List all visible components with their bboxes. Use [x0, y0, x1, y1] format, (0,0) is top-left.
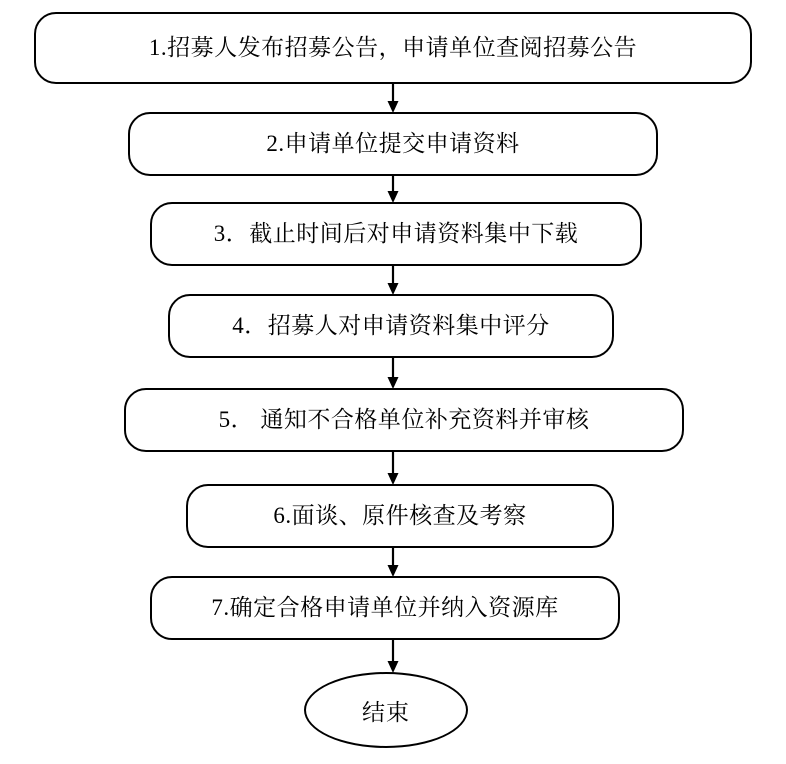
flow-node-step5[interactable] [124, 388, 684, 452]
connector-step7-end [386, 640, 400, 674]
flow-node-step6[interactable] [186, 484, 614, 548]
flow-node-step2[interactable] [128, 112, 658, 176]
flow-node-label: 5． 通知不合格单位补充资料并审核 [218, 407, 590, 433]
flow-node-label: 7.确定合格申请单位并纳入资源库 [211, 595, 559, 621]
connector-step3-step4 [386, 266, 400, 296]
flow-node-step7[interactable] [150, 576, 620, 640]
connector-step4-step5 [386, 358, 400, 390]
flow-node-end[interactable] [304, 672, 468, 748]
flow-node-label: 1.招募人发布招募公告，申请单位查阅招募公告 [148, 35, 638, 61]
flow-node-label: 6.面谈、原件核查及考察 [273, 503, 527, 529]
flow-node-label: 结束 [362, 699, 410, 725]
connector-step6-step7 [386, 548, 400, 578]
flow-node-step1[interactable] [34, 12, 752, 84]
connector-step2-step3 [386, 176, 400, 204]
connector-step1-step2 [386, 84, 400, 114]
connector-step5-step6 [386, 452, 400, 486]
flow-node-label: 4．招募人对申请资料集中评分 [232, 313, 550, 339]
flow-node-step3[interactable] [150, 202, 642, 266]
flow-node-step4[interactable] [168, 294, 614, 358]
flow-node-label: 3．截止时间后对申请资料集中下载 [213, 221, 579, 247]
flow-node-label: 2.申请单位提交申请资料 [266, 131, 520, 157]
